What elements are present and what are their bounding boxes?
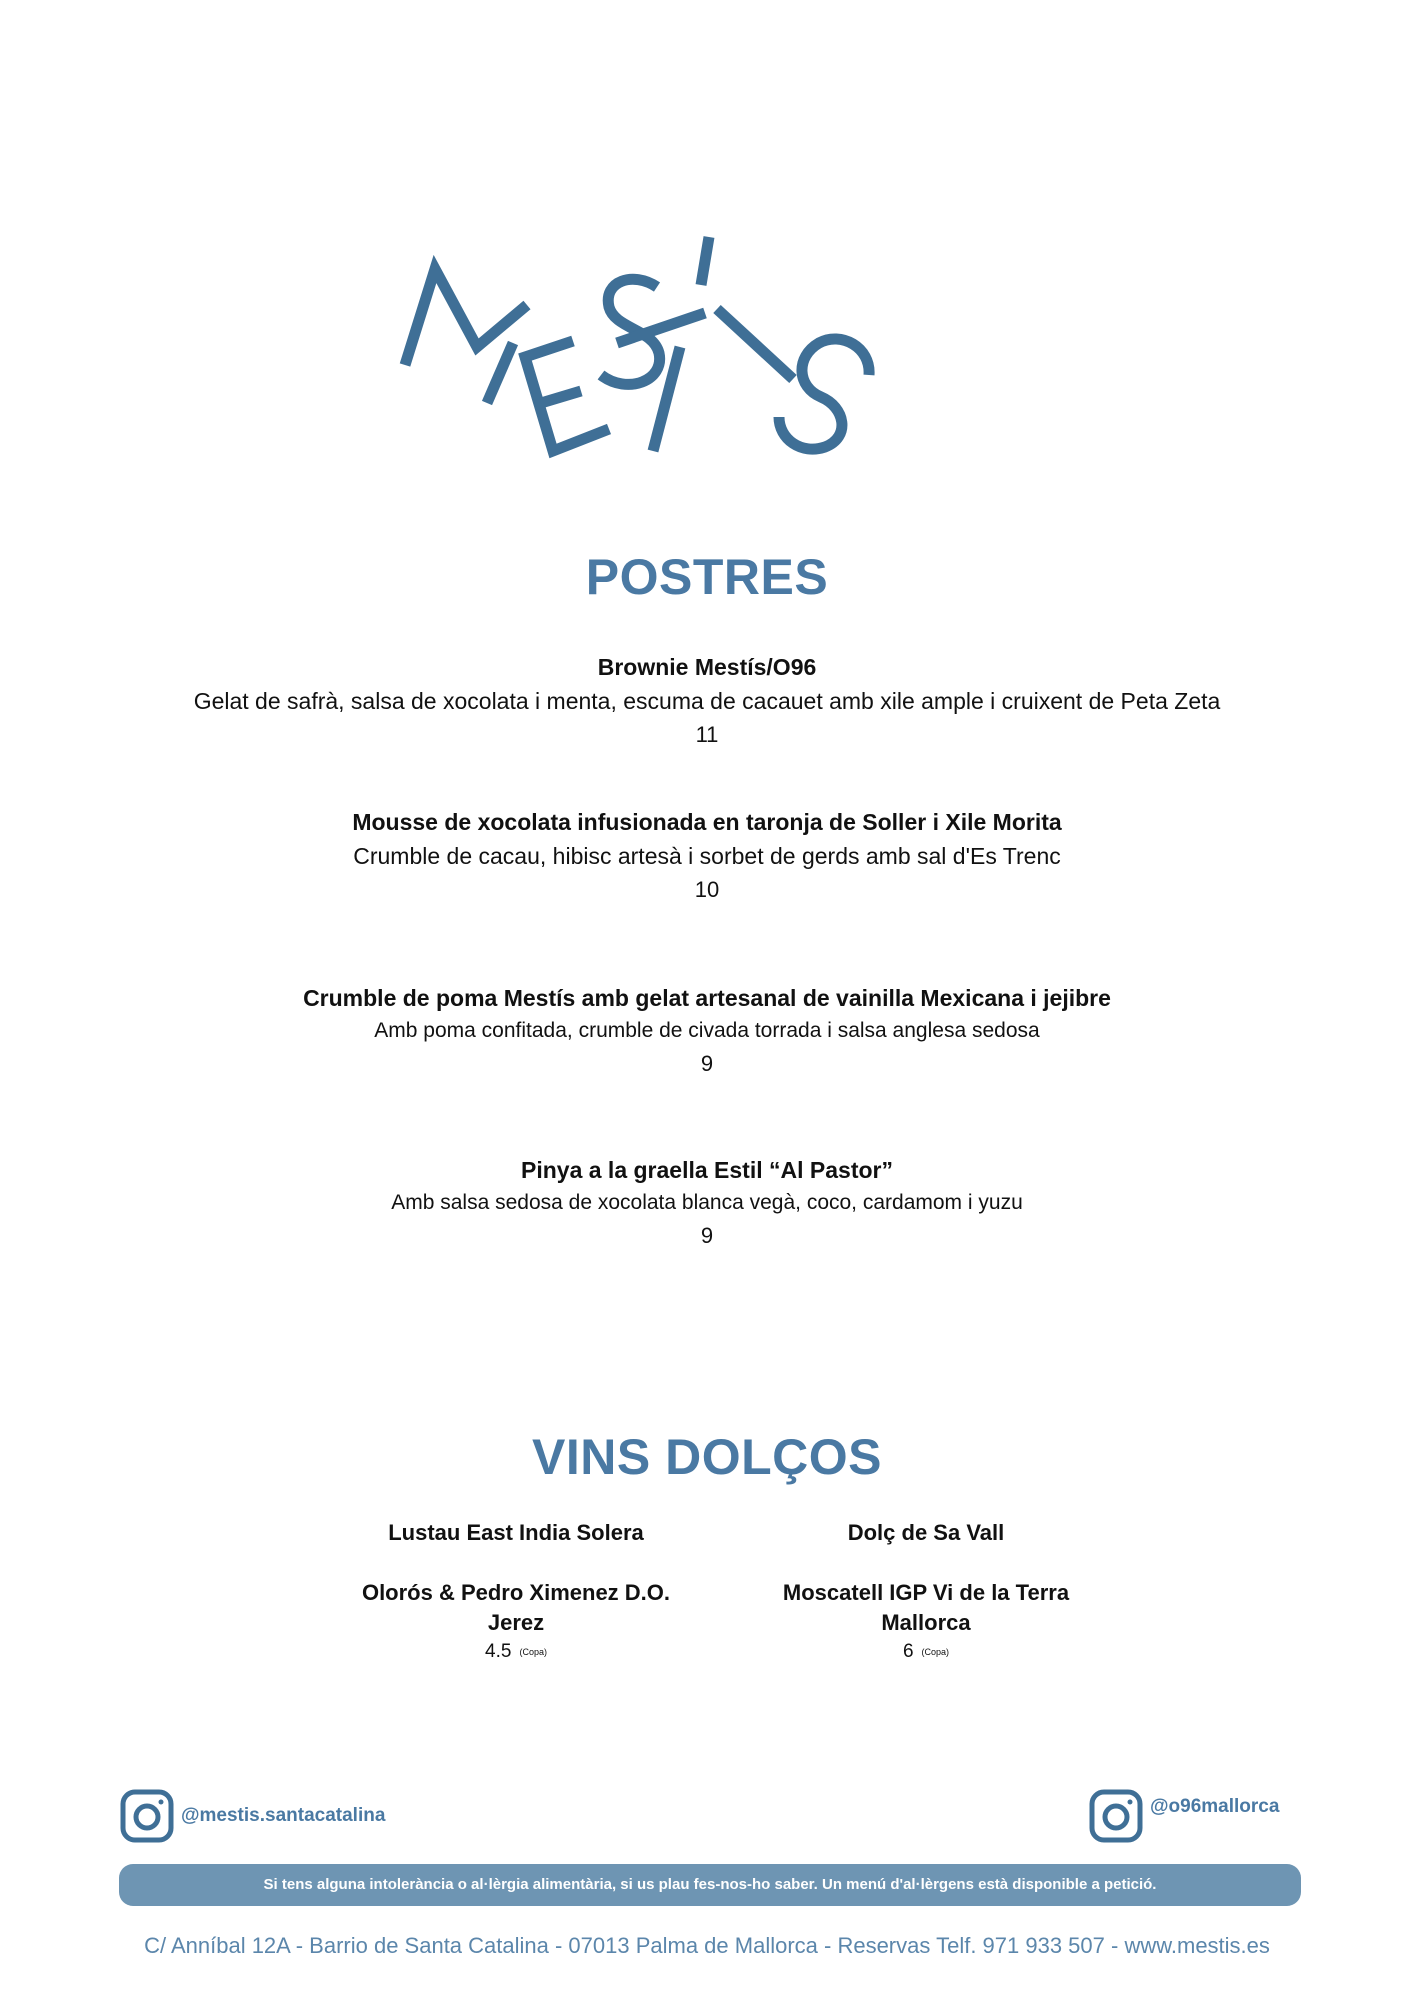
wine-item [706,1518,1146,1666]
dish-name: Brownie Mestís/O96 [597,654,817,680]
wine-type: Moscatell IGP Vi de la Terra [782,1580,1070,1605]
wine-unit: (Copa) [921,1647,950,1657]
dish-name: Mousse de xocolata infusionada en taronja de Soller i Xile Morita [352,809,1062,835]
wine-type-cont: Jerez [487,1610,545,1635]
instagram-icon [119,1788,175,1844]
dish-price: 11 [695,722,719,747]
instagram-icon [1088,1788,1144,1844]
instagram-link-o96[interactable] [1088,1788,1279,1844]
dish-description: Amb salsa sedosa de xocolata blanca vegà, coco, cardamom i yuzu [391,1191,1023,1214]
allergy-notice: Si tens alguna intolerància o al·lèrgia alimentària, si us plau fes-nos-ho saber. Un menú d'al·lèrgens està disponible a petició. [119,1864,1301,1906]
dish-item [0,1153,1414,1253]
wine-price: 6 (Copa) [902,1641,950,1663]
mestis-logo [395,225,1035,465]
vins-title: VINS DOLÇOS [532,1429,882,1485]
wine-unit: (Copa) [519,1647,547,1657]
instagram-handle: @mestis.santacatalina [181,1805,386,1826]
postres-title: POSTRES [585,549,829,605]
dish-description: Amb poma confitada, crumble de civada torrada i salsa anglesa sedosa [374,1019,1040,1042]
dish-description: Gelat de safrà, salsa de xocolata i menta, escuma de cacauet amb xile ample i cruixent de Peta Zeta [193,688,1221,714]
instagram-handle: @o96mallorca [1150,1796,1280,1817]
wine-name: Lustau East India Solera [388,1520,644,1545]
wine-name: Dolç de Sa Vall [847,1520,1005,1545]
dish-item [0,805,1414,907]
wine-type: Olorós & Pedro Ximenez D.O. [361,1580,671,1605]
wine-type-cont: Mallorca [881,1610,971,1635]
dish-name: Pinya a la graella Estil “Al Pastor” [521,1157,893,1183]
dish-price: 10 [694,877,720,902]
wine-item [296,1518,736,1666]
wine-price: 4.5 (Copa) [485,1641,547,1663]
dish-price: 9 [700,1051,714,1076]
dish-item [0,981,1414,1081]
dish-item [0,650,1414,752]
dish-description: Crumble de cacau, hibisc artesà i sorbet de gerds amb sal d'Es Trenc [353,843,1061,869]
address-footer: C/ Anníbal 12A - Barrio de Santa Catalina - 07013 Palma de Mallorca - Reservas Telf. 971 933 507 - www.mestis.es [144,1933,1270,1958]
dish-price: 9 [700,1223,714,1248]
instagram-link-mestis[interactable] [119,1788,385,1844]
dish-name: Crumble de poma Mestís amb gelat artesanal de vainilla Mexicana i jejibre [303,985,1111,1011]
